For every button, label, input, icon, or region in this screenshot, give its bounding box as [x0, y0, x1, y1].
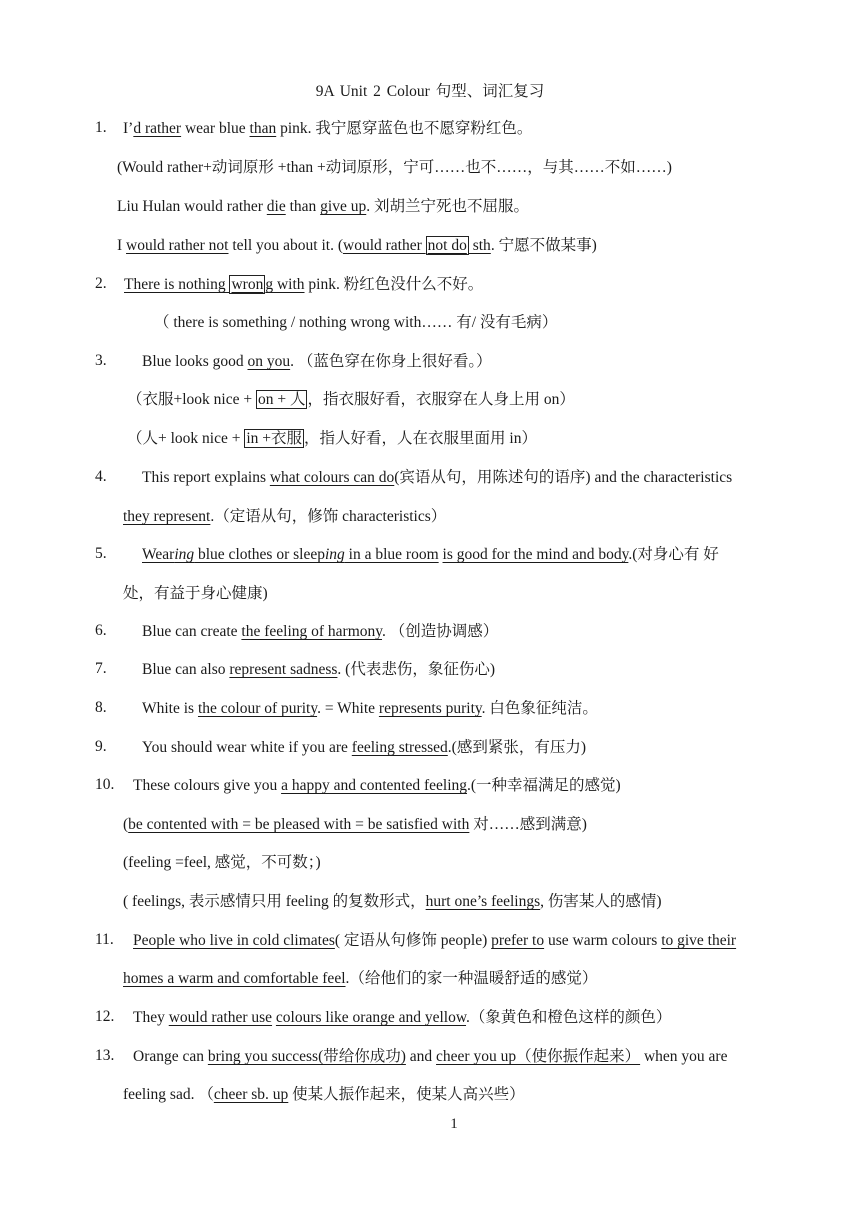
sentence-line: Blue can also represent sadness. (代表悲伤，象征伤心): [142, 661, 495, 678]
sentence-line: homes a warm and comfortable feel.（给他们的家一种温暖舒适的感觉）: [123, 970, 598, 987]
sentence-line: Blue looks good on you. （蓝色穿在你身上很好看。）: [142, 353, 492, 370]
sentence-line: Blue can create the feeling of harmony. （创造协调感）: [142, 623, 499, 640]
note-line: (feeling =feel, 感觉，不可数；): [123, 854, 321, 871]
note-line: (Would rather+动词原形 +than +动词原形，宁可……也不……，与其……不如……): [117, 159, 672, 176]
sentence-line: Liu Hulan would rather die than give up. 刘胡兰宁死也不屈服。: [117, 198, 529, 215]
item-number: 9.: [95, 738, 107, 755]
item-number: 6.: [95, 622, 107, 639]
boxed-phrase: not do: [427, 237, 467, 254]
note-line: ( feelings, 表示感情只用 feeling 的复数形式，hurt one’s feelings, 伤害某人的感情): [123, 893, 662, 910]
item-number: 2.: [95, 275, 107, 292]
note-line: （人+ look nice + in +衣服 ，指人好看，人在衣服里面用 in）: [127, 430, 537, 447]
sentence-line: They would rather use colours like orange and yellow.（象黄色和橙色这样的颜色）: [133, 1009, 672, 1026]
note-line: (be contented with = be pleased with = be satisfied with 对……感到满意): [123, 816, 587, 833]
sentence-line: People who live in cold climates( 定语从句修饰 people) prefer to use warm colours to give their: [133, 932, 737, 949]
boxed-phrase: in +衣服: [246, 430, 303, 447]
note-line: （衣服+look nice + on + 人 ，指衣服好看，衣服穿在人身上用 on）: [127, 391, 575, 408]
boxed-phrase: wron: [231, 276, 264, 293]
sentence-line: I would rather not tell you about it. (would rather not do sth. 宁愿不做某事): [117, 237, 597, 254]
sentence-line: feeling sad. （cheer sb. up 使某人振作起来，使某人高兴些）: [123, 1086, 525, 1103]
sentence-line: they represent.（定语从句，修饰 characteristics）: [123, 508, 447, 525]
item-number: 3.: [95, 352, 107, 369]
note-line: （ there is something / nothing wrong with…… 有/ 没有毛病）: [154, 314, 558, 331]
sentence-line: Orange can bring you success(带给你成功) and cheer you up（使你振作起来） when you are: [133, 1048, 728, 1065]
item-number: 8.: [95, 699, 107, 716]
sentence-line: Wearing blue clothes or sleeping in a blue room is good for the mind and body.(对身心有 好: [142, 546, 719, 563]
sentence-line: 处，有益于身心健康): [123, 585, 268, 602]
item-number: 12.: [95, 1008, 115, 1025]
item-number: 4.: [95, 468, 107, 485]
boxed-phrase: on + 人: [257, 391, 306, 408]
item-number: 1.: [95, 119, 107, 136]
sentence-line: White is the colour of purity. = White represents purity. 白色象征纯洁。: [142, 700, 598, 717]
sentence-line: There is nothing wron g with pink. 粉红色没什么不好。: [124, 276, 484, 293]
item-number: 5.: [95, 545, 107, 562]
sentence-line: This report explains what colours can do(宾语从句，用陈述句的语序) and the characteristics: [142, 469, 733, 486]
item-number: 10.: [95, 776, 115, 793]
sentence-line: These colours give you a happy and contented feeling.(一种幸福满足的感觉): [133, 777, 621, 794]
page-number: 1: [450, 1116, 458, 1132]
item-number: 13.: [95, 1047, 115, 1064]
page-title: 9A Unit 2 Colour 句型、词汇复习: [315, 83, 545, 100]
sentence-line: I’d rather wear blue than pink. 我宁愿穿蓝色也不愿穿粉红色。: [123, 120, 533, 137]
sentence-line: You should wear white if you are feeling stressed.(感到紧张，有压力): [142, 739, 586, 756]
item-number: 7.: [95, 660, 107, 677]
item-number: 11.: [95, 931, 114, 948]
